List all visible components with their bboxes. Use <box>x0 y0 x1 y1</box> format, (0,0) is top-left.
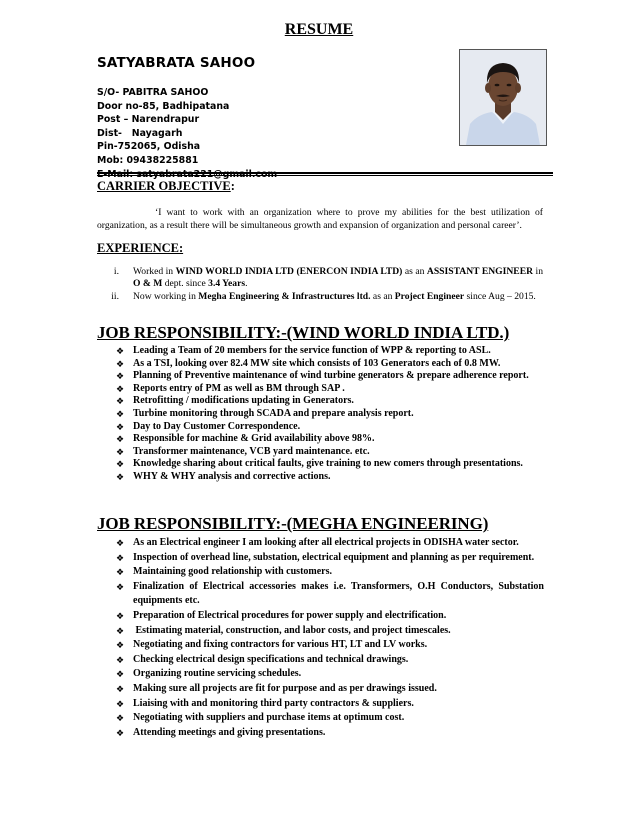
list-item: ❖ Transformer maintenance, VCB yard maintenance. etc. <box>116 445 370 457</box>
diamond-bullet-icon: ❖ <box>116 383 125 394</box>
diamond-bullet-icon: ❖ <box>116 446 125 457</box>
list-item: ❖ Checking electrical design specifications and technical drawings. <box>116 653 544 668</box>
diamond-bullet-icon: ❖ <box>116 371 125 382</box>
diamond-bullet-icon: ❖ <box>116 396 125 407</box>
list-item: ❖ Preparation of Electrical procedures for power supply and electrification. <box>116 609 544 624</box>
objective-text: ‘I want to work with an organization where to prove my abilities for the best utilization of organization, as a result there will be simultaneous growth and expansion of organization and personal career’. <box>97 207 543 231</box>
list-item: ❖ Day to Day Customer Correspondence. <box>116 420 301 432</box>
list-item: ❖ Organizing routine servicing schedules. <box>116 667 544 682</box>
diamond-bullet-icon: ❖ <box>116 581 125 592</box>
contact-address: Door no-85, Badhipatana <box>97 100 230 112</box>
diamond-bullet-icon: ❖ <box>116 713 125 724</box>
diamond-bullet-icon: ❖ <box>116 459 125 470</box>
resume-title: RESUME <box>284 21 354 38</box>
contact-block <box>97 86 277 181</box>
list-item: ❖ Negotiating and fixing contractors for various HT, LT and LV works. <box>116 638 544 653</box>
divider-thin <box>97 175 553 176</box>
list-item: ❖ Inspection of overhead line, substation, electrical equipment and planning as per requirement. <box>116 551 544 566</box>
list-item: ❖ Retrofitting / modifications updating in Generators. <box>116 395 354 407</box>
list-item: ❖ Liaising with and monitoring third party contractors & suppliers. <box>116 697 544 712</box>
list-item: ❖ As an Electrical engineer I am looking after all electrical projects in ODISHA water sector. <box>116 536 544 551</box>
diamond-bullet-icon: ❖ <box>116 654 125 665</box>
contact-mobile: Mob: 09438225881 <box>97 154 199 166</box>
diamond-bullet-icon: ❖ <box>116 669 125 680</box>
list-item: ❖ Reports entry of PM as well as BM through SAP . <box>116 382 345 394</box>
diamond-bullet-icon: ❖ <box>116 552 125 563</box>
divider-thick <box>97 172 553 174</box>
diamond-bullet-icon: ❖ <box>116 698 125 709</box>
diamond-bullet-icon: ❖ <box>116 471 125 482</box>
list-item: ❖ Knowledge sharing about critical faults, give training to new comers through presentations. <box>116 458 523 470</box>
candidate-name: SATYABRATA SAHOO <box>97 55 256 71</box>
diamond-bullet-icon: ❖ <box>116 640 125 651</box>
contact-district: Dist- Nayagarh <box>97 127 183 139</box>
list-item: ❖ Negotiating with suppliers and purchase items at optimum cost. <box>116 711 544 726</box>
diamond-bullet-icon: ❖ <box>116 358 125 369</box>
contact-pin: Pin-752065, Odisha <box>97 141 201 153</box>
list-item: ❖ WHY & WHY analysis and corrective actions. <box>116 470 331 482</box>
list-item: ❖ As a TSI, looking over 82.4 MW site which consists of 103 Generators each of 0.8 MW. <box>116 357 501 369</box>
responsibility-heading-wind-world: JOB RESPONSIBILITY:-(WIND WORLD INDIA LTD.) <box>97 323 510 342</box>
experience-heading: EXPERIENCE: <box>97 241 184 255</box>
diamond-bullet-icon: ❖ <box>116 683 125 694</box>
responsibility-list-wind-world <box>116 345 544 484</box>
diamond-bullet-icon: ❖ <box>116 408 125 419</box>
diamond-bullet-icon: ❖ <box>116 567 125 578</box>
diamond-bullet-icon: ❖ <box>116 625 125 636</box>
list-item: ❖ Attending meetings and giving presentations. <box>116 726 544 741</box>
contact-post: Post – Narendrapur <box>97 114 200 126</box>
responsibility-heading-megha: JOB RESPONSIBILITY:-(MEGHA ENGINEERING) <box>97 514 489 533</box>
experience-item: i. Worked in WIND WORLD INDIA LTD (ENERCON INDIA LTD) as an ASSISTANT ENGINEER in O & M dept. since 3.4 Years. <box>113 266 543 289</box>
list-item: ❖ Maintaining good relationship with customers. <box>116 565 544 580</box>
list-item: ❖ Finalization of Electrical accessories makes i.e. Transformers, O.H Conductors, Substation equipments etc. <box>116 580 544 607</box>
experience-list <box>97 266 543 305</box>
list-item: ❖ Leading a Team of 20 members for the service function of WPP & reporting to ASL. <box>116 345 491 356</box>
experience-item: ii. Now working in Megha Engineering & Infrastructures ltd. as an Project Engineer since Aug – 2015. <box>111 291 536 303</box>
profile-photo <box>459 49 547 146</box>
list-item: ❖ Estimating material, construction, and labor costs, and project timescales. <box>116 624 544 639</box>
diamond-bullet-icon: ❖ <box>116 538 125 548</box>
list-item: ❖ Planning of Preventive maintenance of wind turbine generators & prepare adherence report. <box>116 370 529 382</box>
diamond-bullet-icon: ❖ <box>116 610 125 621</box>
list-item: ❖ Responsible for machine & Grid availability above 98%. <box>116 433 375 445</box>
list-item: ❖ Turbine monitoring through SCADA and prepare analysis report. <box>116 407 414 419</box>
diamond-bullet-icon: ❖ <box>116 346 125 356</box>
responsibility-list-megha <box>116 536 544 740</box>
diamond-bullet-icon: ❖ <box>116 434 125 445</box>
diamond-bullet-icon: ❖ <box>116 421 125 432</box>
contact-parent: S/O- PABITRA SAHOO <box>97 87 209 98</box>
diamond-bullet-icon: ❖ <box>116 727 125 738</box>
objective-heading: CARRIER OBJECTIVE: <box>97 179 235 193</box>
list-item: ❖ Making sure all projects are fit for purpose and as per drawings issued. <box>116 682 544 697</box>
